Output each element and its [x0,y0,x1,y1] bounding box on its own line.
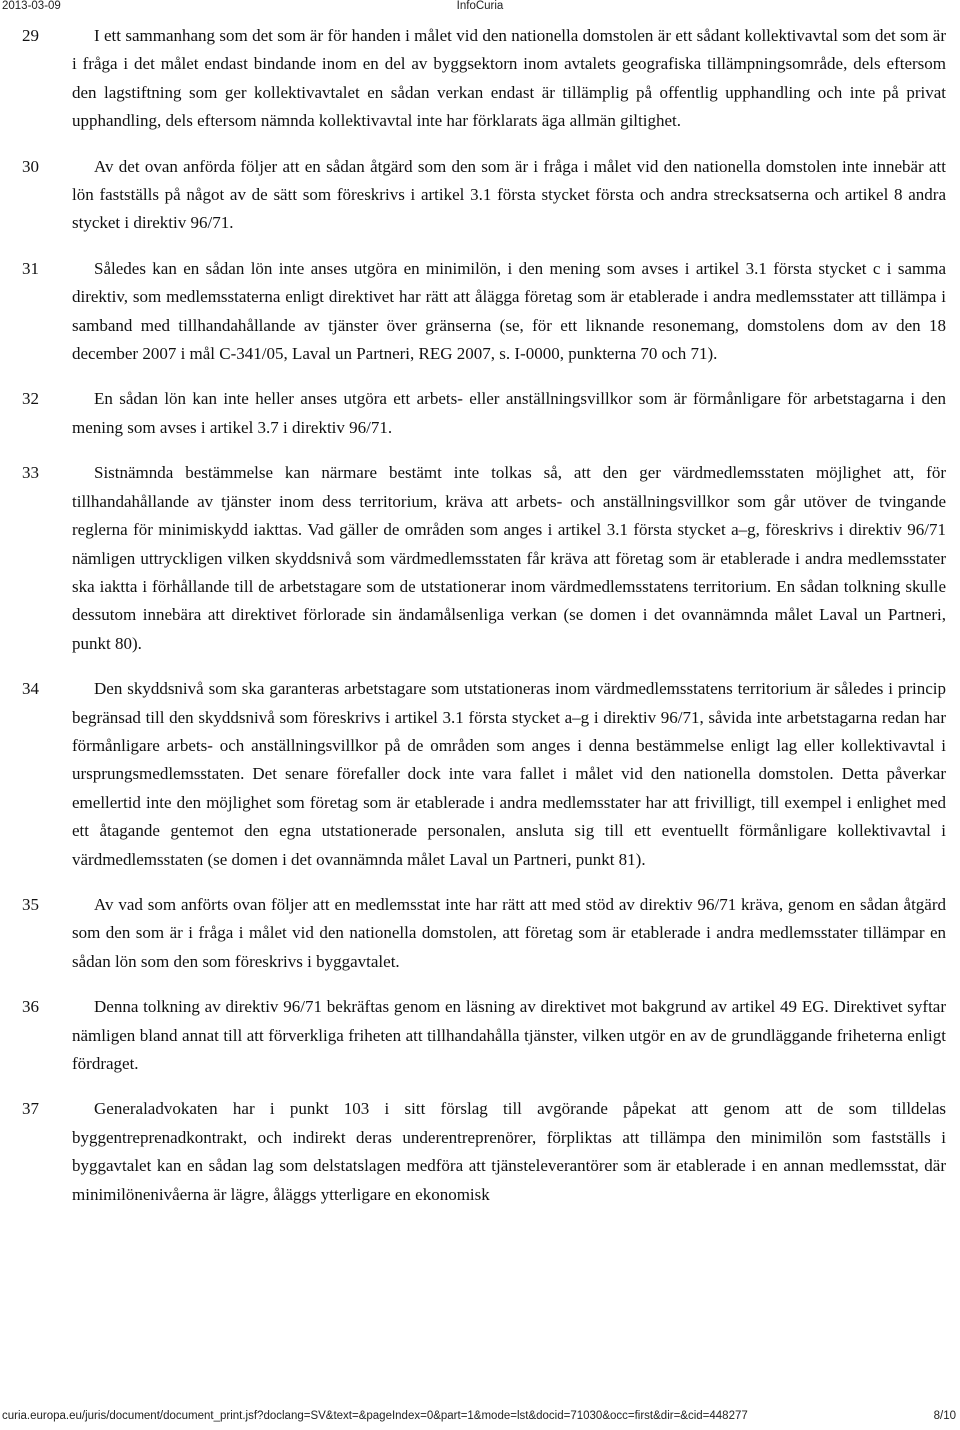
paragraph-35 [0,891,960,976]
page-number: 8/10 [933,1410,956,1422]
paragraph-text: Generaladvokaten har i punkt 103 i sitt förslag till avgörande påpekat att genom att de som tilldelas byggentreprenadkontrakt, och indirekt deras underentreprenörer, förpliktas att tillämpa den minimilön som fastställs i byggavtalet kan en sådan lag som delstatslagen medföra att tjänsteleverantörer som är etablerade i en annan medlemsstat, där minimilönenivåerna är lägre, åläggs ytterligare en ekonomisk [72,1099,946,1204]
paragraph-number: 36 [22,997,39,1017]
paragraph-text: Av vad som anförts ovan följer att en medlemsstat inte har rätt att med stöd av direktiv 96/71 kräva, genom en sådan åtgärd som den som är i fråga i målet vid den nationella domstolen, att företag som är etablerade i andra medlemsstater tillämpar en sådan lön som den som föreskrivs i byggavtalet. [72,894,946,971]
paragraph-text: Således kan en sådan lön inte anses utgöra en minimilön, i den mening som avses i artikel 3.1 första stycket c i samma direktiv, som medlemsstaterna enligt direktivet har rätt att ålägga företag som är etablerade i andra medlemsstater att tillämpa i samband med tillhandahållande av tjänster över gränserna (se, för ett liknande resonemang, domstolens dom av den 18 december 2007 i mål C‑341/05, Laval un Partneri, REG 2007, s. I‑0000, punkterna 70 och 71). [72,258,946,364]
document-url: curia.europa.eu/juris/document/document_print.jsf?doclang=SV&text=&pageIndex=0&part=1&mode=lst&docid=71030&occ=first&dir=&cid=448277 [2,1410,748,1422]
paragraph-text: En sådan lön kan inte heller anses utgöra ett arbets- eller anställningsvillkor som är förmånligare för arbetstagarna i den mening som avses i artikel 3.7 i direktiv 96/71. [72,389,946,437]
paragraph-32 [0,385,960,442]
paragraph-number: 35 [22,894,39,914]
paragraph-text: Denna tolkning av direktiv 96/71 bekräftas genom en läsning av direktivet mot bakgrund av artikel 49 EG. Direktivet syftar nämligen bland annat till att förverkliga friheten att tillhandahålla tjänster, vilken utgör en av de grundläggande friheterna enligt fördraget. [72,997,946,1073]
paragraph-number: 30 [22,156,39,176]
paragraph-number: 29 [22,26,39,45]
paragraph-33 [0,459,960,658]
paragraph-29 [0,22,960,136]
paragraph-number: 32 [22,389,39,409]
paragraph-text: I ett sammanhang som det som är för handen i målet vid den nationella domstolen är ett sådant kollektivavtal som det som är i fråga i det målet endast bindande inom en del av byggsektorn inom avtalets geografiska tillämpningsområde, dels eftersom den lagstiftning som ger kollektivavtalet en sådan verkan endast är tillämplig på offentlig upphandling och inte på privat upphandling, dels eftersom nämnda kollektivavtal inte har förklarats äga allmän giltighet. [72,26,946,131]
paragraph-number: 37 [22,1099,39,1119]
print-date: 2013-03-09 [2,0,61,12]
paragraph-text: Sistnämnda bestämmelse kan närmare bestämt inte tolkas så, att den ger värdmedlemsstaten möjlighet att, för tillhandahållande av tjänster inom dess territorium, kräva att arbets- och anställningsvillkor som går utöver de tvingande reglerna för minimiskydd iakttas. Vad gäller de områden som anges i artikel 3.1 första stycket a–g, föreskrivs i direktiv 96/71 nämligen uttryckligen vilken skyddsnivå som värdmedlemsstaten får kräva att företag som är etablerade i andra medlemsstater ska iaktta i förhållande till de arbetstagare som de utstationerar inom värdmedlemsstatens territorium. En sådan tolkning skulle dessutom innebära att direktivet förlorade sin ändamålsenliga verkan (se domen i det ovannämnda målet Laval un Partneri, punkt 80). [72,463,946,653]
page-header [0,0,960,18]
paragraph-text: Av det ovan anförda följer att en sådan åtgärd som den som är i fråga i målet vid den nationella domstolen inte innebär att lön fastställs på något av de sätt som föreskrivs i artikel 3.1 första stycket första och andra strecksatserna och artikel 8 andra stycket i direktiv 96/71. [72,156,946,233]
paragraph-31 [0,255,960,369]
paragraph-36 [0,993,960,1078]
page-footer [0,1410,960,1428]
paragraph-text: Den skyddsnivå som ska garanteras arbetstagare som utstationeras inom värdmedlemsstatens territorium är således i princip begränsad till den skyddsnivå som föreskrivs i artikel 3.1 första stycket a–g i direktiv 96/71, såvida inte arbetstagarna redan har förmånligare arbets- och anställningsvillkor på de områden som anges i denna bestämmelse enligt lag eller kollektivavtal i ursprungsmedlemsstaten. Det senare förefaller dock inte vara fallet i målet vid den nationella domstolen. Detta påverkar emellertid inte den möjlighet som företag som är etablerade i andra medlemsstater har att frivilligt, till exempel i enlighet med ett åtagande gentemot den egna utstationerade personalen, ansluta sig till ett eventuellt förmånligare kollektivavtal i värdmedlemsstaten (se domen i det ovannämnda målet Laval un Partneri, punkt 81). [72,679,946,869]
paragraph-37 [0,1095,960,1209]
paragraph-number: 34 [22,679,39,699]
paragraph-number: 33 [22,463,39,483]
paragraph-34 [0,675,960,874]
paragraph-number: 31 [22,258,39,278]
paragraph-30 [0,153,960,238]
document-body [0,22,960,1226]
site-title: InfoCuria [456,0,504,12]
